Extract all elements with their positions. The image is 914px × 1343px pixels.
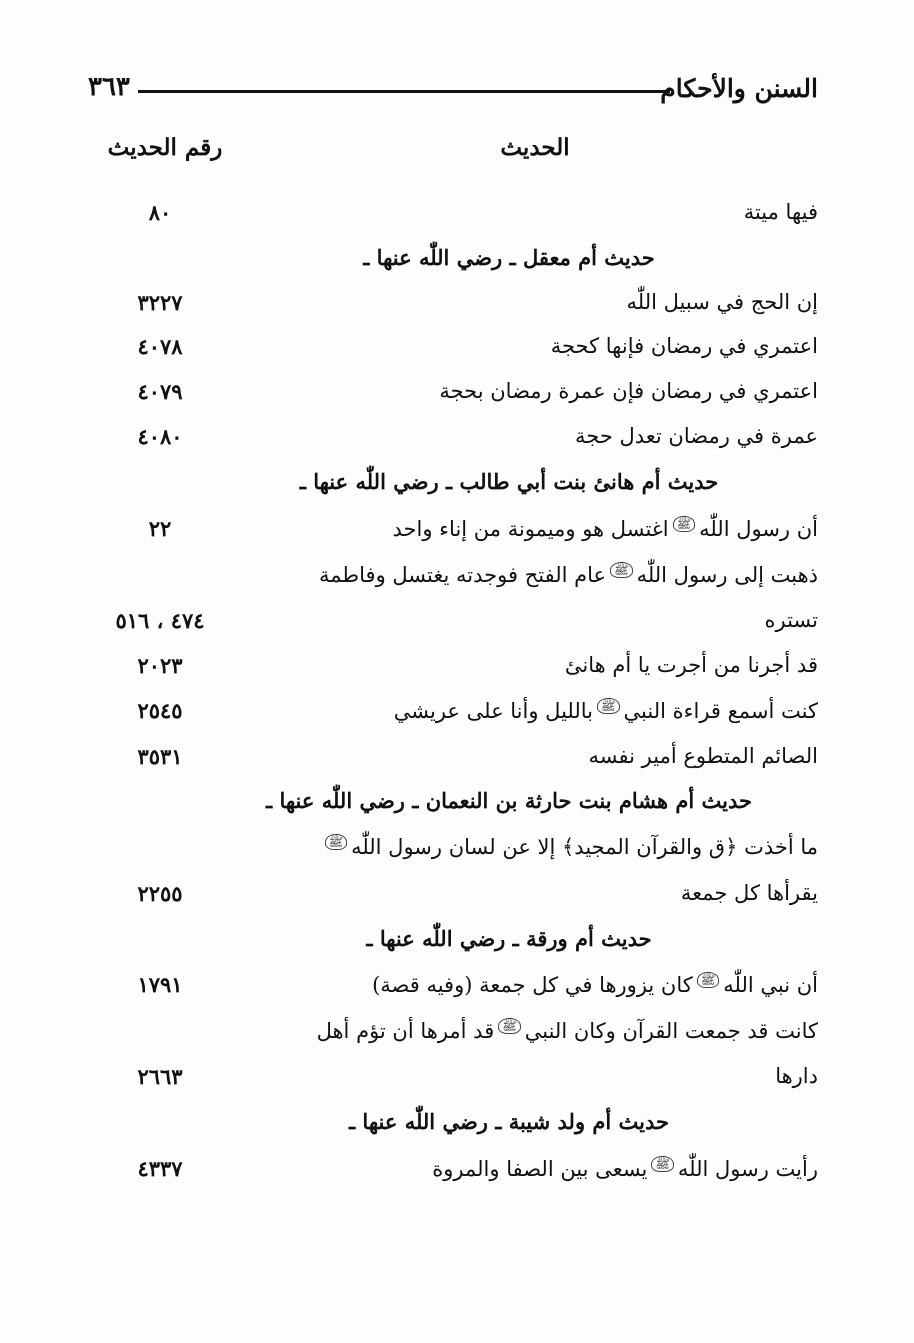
- section-heading-text: حديث أم هشام بنت حارثة بن النعمان ـ رضي اللّٰه عنها ـ: [265, 788, 753, 813]
- section-heading-text: حديث أم ورقة ـ رضي اللّٰه عنها ـ: [366, 926, 652, 951]
- hadith-number: ٤٠٧٩: [137, 379, 183, 404]
- hadith-text: قد أجرنا من أجرت يا أم هانئ: [564, 653, 818, 677]
- index-row: [100, 877, 818, 917]
- index-row: [100, 512, 818, 552]
- index-row: [100, 330, 818, 370]
- hadith-number: ٢٠٢٣: [137, 653, 183, 678]
- index-row: [100, 1152, 818, 1192]
- hadith-number: ٤٣٣٧: [137, 1156, 183, 1181]
- hadith-text: الصائم المتطوع أمير نفسه: [588, 744, 818, 768]
- column-header-number: رقم الحديث: [107, 134, 223, 161]
- hadith-number: ٣٢٢٧: [137, 290, 183, 315]
- page-header: [88, 66, 818, 110]
- hadith-text-part: أن نبي اللّٰه: [723, 973, 818, 997]
- hadith-text: [432, 1156, 818, 1181]
- index-row: [100, 1060, 818, 1100]
- hadith-number: ٣٥٣١: [137, 744, 183, 769]
- index-row: [100, 558, 818, 598]
- hadith-text: [394, 698, 818, 723]
- hadith-number: ١٧٩١: [137, 972, 183, 997]
- section-heading-text: حديث أم معقل ـ رضي اللّٰه عنها ـ: [363, 245, 655, 270]
- hadith-text: [393, 516, 818, 541]
- hadith-text: دارها: [775, 1064, 818, 1088]
- hadith-text: [317, 1018, 818, 1043]
- hadith-text: يقرأها كل جمعة: [680, 881, 818, 905]
- page-number: ٣٦٣: [88, 72, 130, 102]
- hadith-text-part: عام الفتح فوجدته يغتسل وفاطمة: [319, 563, 607, 587]
- hadith-number: ٨٠: [148, 200, 172, 225]
- hadith-number: ٤٠٧٨: [137, 334, 183, 359]
- index-row: [100, 286, 818, 326]
- pbuh-honorific-icon: ﷺ: [651, 1156, 674, 1172]
- section-heading: [200, 1105, 818, 1145]
- column-header-hadith: الحديث: [500, 134, 570, 161]
- running-title: السنن والأحكام: [660, 74, 818, 103]
- pbuh-honorific-icon: ﷺ: [697, 972, 720, 988]
- hadith-text: [372, 972, 818, 997]
- hadith-text-part: كنت أسمع قراءة النبي: [623, 699, 818, 723]
- hadith-number: ٢٦٦٣: [137, 1064, 183, 1089]
- hadith-text-part: كان يزورها في كل جمعة (وفيه قصة): [372, 973, 693, 997]
- hadith-text-part: اغتسل هو وميمونة من إناء واحد: [392, 517, 669, 541]
- hadith-text-part: يسعى بين الصفا والمروة: [432, 1157, 648, 1181]
- pbuh-honorific-icon: ﷺ: [673, 516, 696, 532]
- hadith-text-part: ما أخذت ﴿ق والقرآن المجيد﴾ إلا عن لسان رسول اللّٰه: [351, 835, 818, 859]
- section-heading: [200, 922, 818, 962]
- hadith-text: إن الحج في سبيل اللّٰه: [626, 290, 818, 314]
- hadith-text: اعتمري في رمضان فإنها كحجة: [550, 334, 818, 358]
- section-heading-text: حديث أم هانئ بنت أبي طالب ـ رضي اللّٰه عنها ـ: [299, 469, 719, 494]
- pbuh-honorific-icon: ﷺ: [610, 562, 633, 578]
- hadith-number: ٢٥٤٥: [137, 698, 183, 723]
- hadith-number: ٤٠٨٠: [137, 424, 183, 449]
- hadith-text: عمرة في رمضان تعدل حجة: [575, 424, 818, 448]
- hadith-text: تستره: [764, 608, 818, 632]
- section-heading: [200, 465, 818, 505]
- hadith-number: ٤٧٤ ، ٥١٦: [115, 608, 205, 633]
- hadith-text-part: بالليل وأنا على عريشي: [393, 699, 594, 723]
- index-row: [100, 694, 818, 734]
- hadith-number: ٢٢٥٥: [137, 881, 183, 906]
- hadith-text-part: قد أمرها أن تؤم أهل: [316, 1019, 495, 1043]
- index-row: [100, 968, 818, 1008]
- hadith-text-part: رأيت رسول اللّٰه: [677, 1157, 818, 1181]
- pbuh-honorific-icon: ﷺ: [597, 698, 620, 714]
- section-heading: [200, 784, 818, 824]
- index-row: [100, 649, 818, 689]
- index-row: [100, 604, 818, 644]
- index-row: [100, 740, 818, 780]
- index-row: [100, 420, 818, 460]
- index-row: [100, 375, 818, 415]
- pbuh-honorific-icon: ﷺ: [325, 834, 348, 850]
- section-heading: [200, 241, 818, 281]
- hadith-number: ٢٢: [148, 516, 172, 541]
- hadith-text: [321, 834, 818, 859]
- section-heading-text: حديث أم ولد شيبة ـ رضي اللّٰه عنها ـ: [348, 1109, 670, 1134]
- hadith-text-part: كانت قد جمعت القرآن وكان النبي: [524, 1019, 818, 1043]
- header-rule: [138, 90, 670, 93]
- hadith-text-part: ذهبت إلى رسول اللّٰه: [636, 563, 818, 587]
- hadith-text: اعتمري في رمضان فإن عمرة رمضان بحجة: [439, 379, 818, 403]
- index-row: [100, 1014, 818, 1054]
- pbuh-honorific-icon: ﷺ: [498, 1018, 521, 1034]
- hadith-text: [319, 562, 818, 587]
- index-row: [100, 196, 818, 236]
- hadith-text: فيها ميتة: [743, 200, 818, 224]
- index-row: [100, 830, 818, 870]
- hadith-text-part: أن رسول اللّٰه: [699, 517, 818, 541]
